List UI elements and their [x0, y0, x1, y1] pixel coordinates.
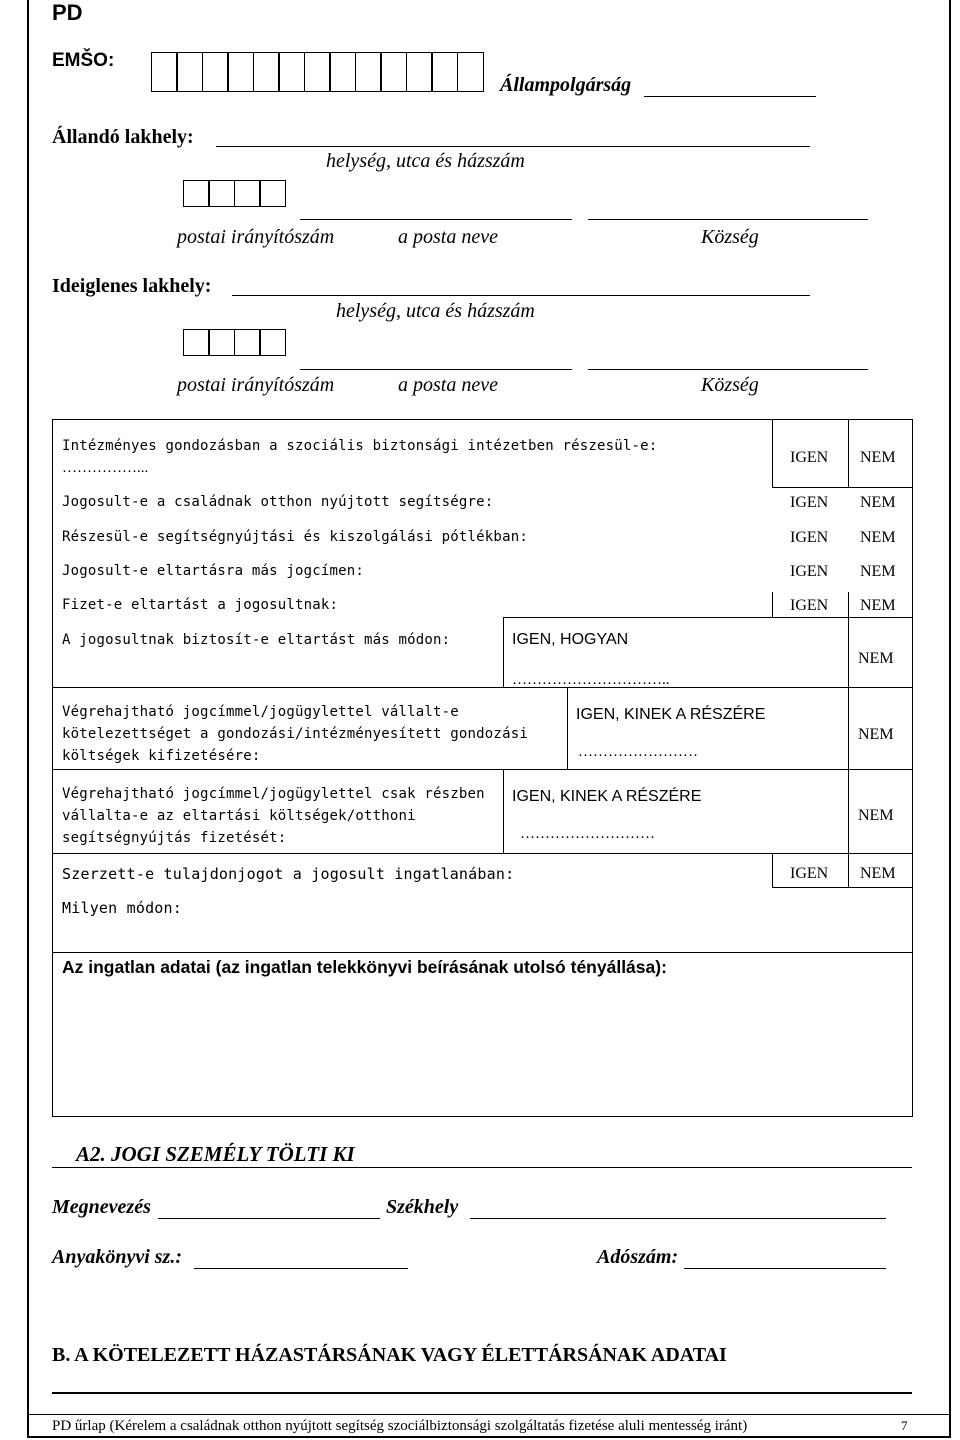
question-partial-line2: vállalta-e az eltartási költségek/otthoni — [62, 808, 416, 824]
section-b-divider — [52, 1392, 912, 1394]
temporary-address-label: Ideiglenes lakhely: — [52, 275, 212, 297]
postal-digit-box[interactable] — [183, 329, 210, 356]
permanent-municipality-caption: Község — [701, 226, 759, 248]
q5-yes-option[interactable]: IGEN — [790, 597, 829, 614]
q6-yes-how-option[interactable]: IGEN, HOGYAN — [512, 631, 629, 648]
emso-digit-box[interactable] — [278, 52, 305, 92]
table-divider — [772, 592, 773, 618]
question-pays-support: Fizet-e eltartást a jogosultnak: — [62, 597, 339, 613]
table-divider — [567, 687, 568, 769]
emso-digit-box[interactable] — [355, 52, 382, 92]
question-institutional-care-dots: ……………... — [62, 460, 149, 476]
temporary-postal-code-caption: postai irányítószám — [177, 374, 335, 396]
legal-person-seat-field[interactable] — [470, 1218, 886, 1219]
table-divider — [772, 419, 773, 487]
form-code: PD — [52, 0, 83, 25]
table-divider — [52, 769, 912, 770]
q3-no-option[interactable]: NEM — [860, 529, 896, 546]
q8-whom-dots[interactable]: ……………………… — [520, 826, 655, 842]
emso-digit-box[interactable] — [380, 52, 407, 92]
legal-person-seat-label: Székhely — [386, 1196, 459, 1218]
table-divider — [848, 769, 849, 853]
emso-digit-box[interactable] — [406, 52, 433, 92]
permanent-postal-code-caption: postai irányítószám — [177, 226, 335, 248]
page-number: 7 — [901, 1418, 908, 1433]
table-divider — [52, 687, 912, 688]
postal-digit-box[interactable] — [234, 329, 261, 356]
q7-yes-whom-option[interactable]: IGEN, KINEK A RÉSZÉRE — [576, 706, 766, 723]
q8-yes-whom-option[interactable]: IGEN, KINEK A RÉSZÉRE — [512, 788, 702, 805]
q3-yes-option[interactable]: IGEN — [790, 529, 829, 546]
question-partial-line3: segítségnyújtás fizetését: — [62, 830, 287, 846]
emso-digit-box[interactable] — [253, 52, 280, 92]
citizenship-field[interactable] — [644, 96, 816, 97]
legal-person-name-field[interactable] — [158, 1218, 380, 1219]
emso-label: EMŠO: — [52, 50, 115, 71]
table-divider — [503, 617, 912, 618]
permanent-address-label: Állandó lakhely: — [52, 126, 194, 148]
emso-digit-box[interactable] — [329, 52, 356, 92]
temporary-post-name-field[interactable] — [300, 369, 572, 370]
legal-person-registry-field[interactable] — [194, 1268, 408, 1269]
table-divider — [52, 853, 912, 854]
emso-digit-box[interactable] — [304, 52, 331, 92]
legal-person-registry-label: Anyakönyvi sz.: — [52, 1246, 182, 1268]
footer-divider — [27, 1414, 951, 1415]
temporary-municipality-caption: Község — [701, 374, 759, 396]
question-obligation-line2: kötelezettséget a gondozási/intézményesített gondozási — [62, 726, 528, 742]
permanent-street-field[interactable] — [216, 146, 810, 147]
postal-digit-box[interactable] — [183, 180, 210, 207]
question-partial-line1: Végrehajtható jogcímmel/jogügylettel csak részben — [62, 786, 485, 802]
q2-yes-option[interactable]: IGEN — [790, 494, 829, 511]
permanent-municipality-field[interactable] — [588, 219, 868, 220]
legal-person-title: A2. JOGI SZEMÉLY TÖLTI KI — [76, 1142, 355, 1166]
emso-digit-box[interactable] — [431, 52, 458, 92]
q6-how-dots[interactable]: ………………………….. — [512, 672, 670, 688]
postal-digit-box[interactable] — [259, 180, 286, 207]
footer-text: PD űrlap (Kérelem a családnak otthon nyújtott segítség szociálbiztonsági szolgáltatás fizetése aluli mentesség iránt) — [52, 1418, 748, 1434]
emso-digit-box[interactable] — [457, 52, 484, 92]
question-institutional-care: Intézményes gondozásban a szociális biztonsági intézetben részesül-e: — [62, 438, 658, 454]
q7-no-option[interactable]: NEM — [858, 726, 894, 743]
q1-no-option[interactable]: NEM — [860, 449, 896, 466]
temporary-postal-code-boxes[interactable] — [184, 329, 286, 356]
permanent-post-name-caption: a posta neve — [398, 226, 498, 248]
q5-no-option[interactable]: NEM — [860, 597, 896, 614]
table-divider — [848, 687, 849, 769]
table-divider — [772, 853, 773, 887]
question-obligation-line1: Végrehajtható jogcímmel/jogügylettel vállalt-e — [62, 704, 459, 720]
permanent-postal-code-boxes[interactable] — [184, 180, 286, 207]
table-divider — [772, 887, 912, 888]
postal-digit-box[interactable] — [259, 329, 286, 356]
q1-yes-option[interactable]: IGEN — [790, 449, 829, 466]
section-b-title: B. A KÖTELEZETT HÁZASTÁRSÁNAK VAGY ÉLETTÁRSÁNAK ADATAI — [52, 1344, 727, 1366]
q9-no-option[interactable]: NEM — [860, 865, 896, 882]
citizenship-label: Állampolgárság — [500, 74, 632, 96]
property-data-label: Az ingatlan adatai (az ingatlan telekkönyvi beírásának utolsó tényállása): — [62, 957, 667, 977]
temporary-street-caption: helység, utca és házszám — [336, 300, 535, 322]
emso-boxes[interactable] — [152, 52, 484, 92]
emso-digit-box[interactable] — [227, 52, 254, 92]
legal-person-name-label: Megnevezés — [52, 1196, 151, 1218]
table-right-border — [912, 419, 913, 1117]
emso-digit-box[interactable] — [202, 52, 229, 92]
q4-yes-option[interactable]: IGEN — [790, 563, 829, 580]
q9-yes-option[interactable]: IGEN — [790, 865, 829, 882]
emso-digit-box[interactable] — [151, 52, 178, 92]
postal-digit-box[interactable] — [208, 329, 235, 356]
table-divider — [848, 419, 849, 487]
table-divider — [503, 617, 504, 687]
question-ownership: Szerzett-e tulajdonjogot a jogosult ingatlanában: — [62, 865, 515, 883]
permanent-street-caption: helység, utca és házszám — [326, 150, 525, 172]
question-other-way: A jogosultnak biztosít-e eltartást más módon: — [62, 632, 451, 648]
q6-no-option[interactable]: NEM — [858, 650, 894, 667]
q7-whom-dots[interactable]: …………………… — [578, 744, 698, 760]
table-divider — [848, 592, 849, 618]
table-top-border — [52, 419, 912, 420]
legal-person-tax-field[interactable] — [684, 1268, 886, 1269]
temporary-street-field[interactable] — [232, 295, 810, 296]
question-other-support: Jogosult-e eltartásra más jogcímen: — [62, 563, 365, 579]
table-divider — [772, 487, 912, 488]
legal-person-tax-label: Adószám: — [597, 1246, 679, 1268]
legal-person-divider — [52, 1167, 912, 1168]
question-obligation-line3: költségek kifizetésére: — [62, 748, 261, 764]
ownership-how-label: Milyen módon: — [62, 899, 182, 917]
q8-no-option[interactable]: NEM — [858, 807, 894, 824]
postal-digit-box[interactable] — [234, 180, 261, 207]
table-divider — [52, 952, 912, 953]
question-home-help: Jogosult-e a családnak otthon nyújtott segítségre: — [62, 494, 494, 510]
q4-no-option[interactable]: NEM — [860, 563, 896, 580]
table-left-border — [52, 419, 53, 1117]
question-allowance: Részesül-e segítségnyújtási és kiszolgálási pótlékban: — [62, 529, 528, 545]
q2-no-option[interactable]: NEM — [860, 494, 896, 511]
postal-digit-box[interactable] — [208, 180, 235, 207]
emso-digit-box[interactable] — [176, 52, 203, 92]
table-divider — [848, 853, 849, 887]
permanent-post-name-field[interactable] — [300, 219, 572, 220]
temporary-municipality-field[interactable] — [588, 369, 868, 370]
table-divider — [503, 769, 504, 853]
table-divider — [848, 617, 849, 687]
table-bottom-border — [52, 1116, 913, 1117]
temporary-post-name-caption: a posta neve — [398, 374, 498, 396]
